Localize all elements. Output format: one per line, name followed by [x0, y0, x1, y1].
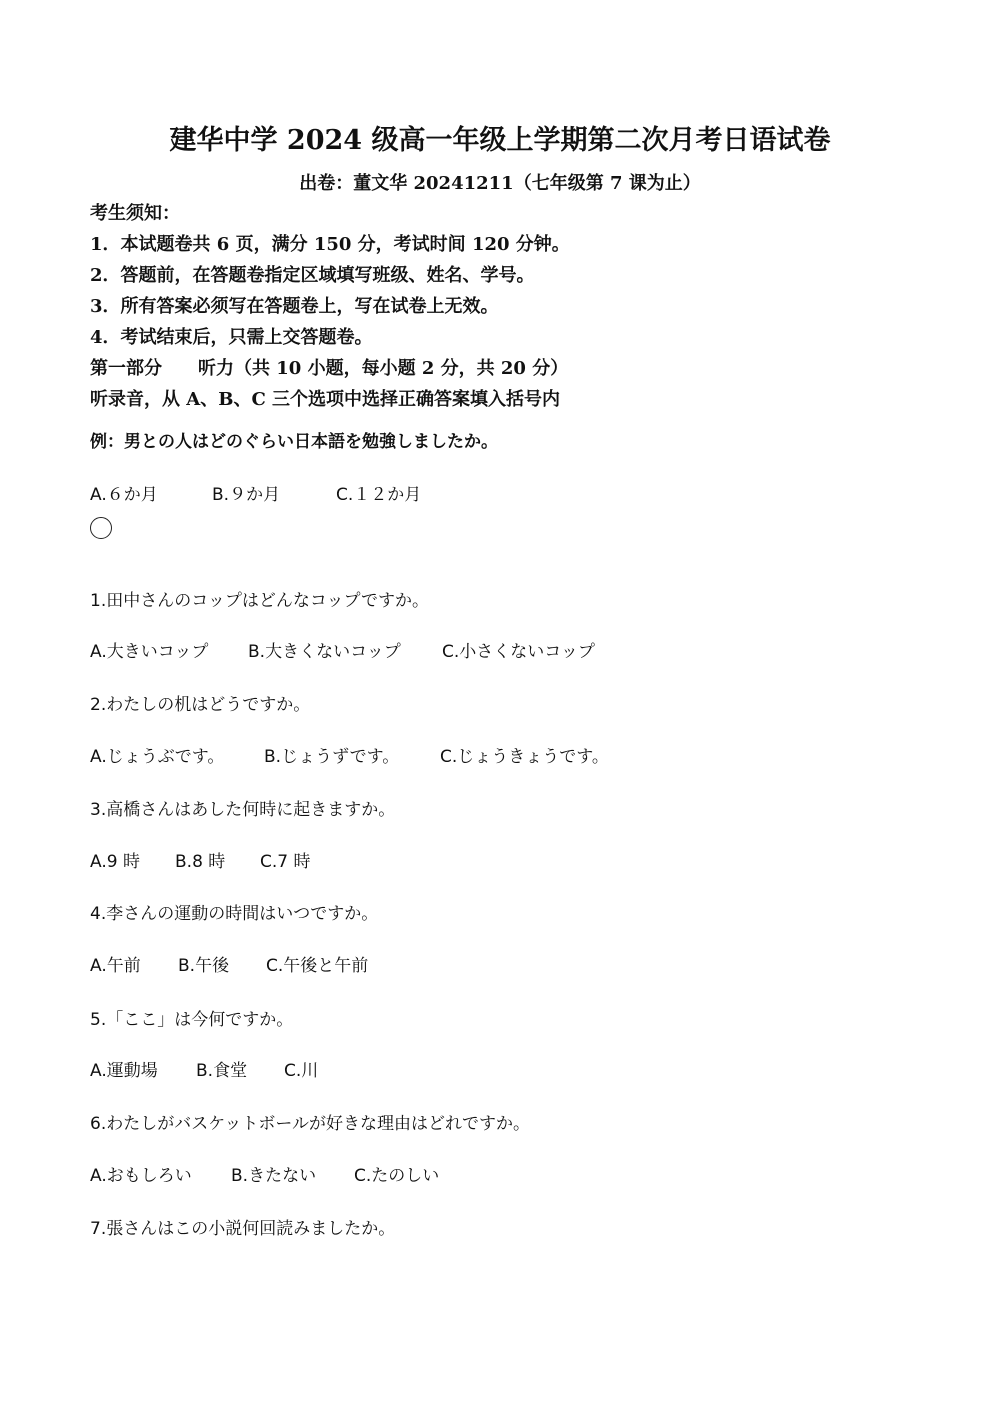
example-question: 例：男との人はどのぐらい日本語を勉強しましたか。 — [90, 432, 498, 452]
option-a: A.午前 — [90, 956, 141, 976]
answer-circle-mark — [90, 517, 112, 539]
option-c: C.川 — [284, 1061, 319, 1081]
example-options — [90, 481, 421, 509]
section-instruction: 听录音，从 A、B、C 三个选项中选择正确答案填入括号内 — [90, 389, 561, 410]
question-1: 1.田中さんのコップはどんなコップですか。 — [90, 591, 430, 611]
question-4-options — [90, 952, 368, 980]
question-2: 2.わたしの机はどうですか。 — [90, 695, 311, 715]
option-a: A.9 時 — [90, 852, 140, 872]
option-c: C.じょうきょうです。 — [440, 747, 609, 767]
option-b: B.食堂 — [196, 1061, 248, 1081]
page-title: 建华中学 2024 级高一年级上学期第二次月考日语试卷 — [169, 125, 831, 156]
option-a: A.運動場 — [90, 1061, 158, 1081]
option-b: B.９か月 — [212, 485, 281, 505]
question-1-options — [90, 638, 595, 666]
notice-heading: 考生须知： — [90, 203, 180, 224]
option-a: A.大きいコップ — [90, 642, 209, 662]
page-subtitle: 出卷：董文华 20241211（七年级第 7 课为止） — [299, 173, 701, 194]
question-2-options — [90, 743, 609, 771]
question-5: 5.「ここ」は今何ですか。 — [90, 1010, 294, 1030]
option-c: C.午後と午前 — [266, 956, 369, 976]
option-b: B.じょうずです。 — [264, 747, 400, 767]
notice-item: 4．考试结束后，只需上交答题卷。 — [90, 327, 373, 348]
option-b: B.午後 — [178, 956, 230, 976]
notice-item: 2．答题前，在答题卷指定区域填写班级、姓名、学号。 — [90, 265, 535, 286]
option-c: C.小さくないコップ — [442, 642, 595, 662]
question-6: 6.わたしがバスケットボールが好きな理由はどれですか。 — [90, 1114, 531, 1134]
question-4: 4.李さんの運動の時間はいつですか。 — [90, 904, 379, 924]
notice-item: 3．所有答案必须写在答题卷上，写在试卷上无效。 — [90, 296, 499, 317]
question-6-options — [90, 1162, 439, 1190]
section-title: 第一部分 听力（共 10 小题，每小题 2 分，共 20 分） — [90, 358, 569, 379]
option-b: B.大きくないコップ — [248, 642, 401, 662]
question-5-options — [90, 1057, 318, 1085]
option-a: A.６か月 — [90, 485, 158, 505]
notice-item: 1．本试题卷共 6 页，满分 150 分，考试时间 120 分钟。 — [90, 234, 570, 255]
option-a: A.じょうぶです。 — [90, 747, 225, 767]
option-b: B.きたない — [231, 1166, 317, 1186]
option-a: A.おもしろい — [90, 1166, 192, 1186]
question-7: 7.張さんはこの小説何回読みましたか。 — [90, 1219, 396, 1239]
option-b: B.8 時 — [175, 852, 226, 872]
question-3: 3.高橋さんはあした何時に起きますか。 — [90, 800, 396, 820]
option-c: C.１２か月 — [336, 485, 422, 505]
question-3-options — [90, 848, 311, 876]
option-c: C.たのしい — [354, 1166, 440, 1186]
option-c: C.7 時 — [260, 852, 311, 872]
